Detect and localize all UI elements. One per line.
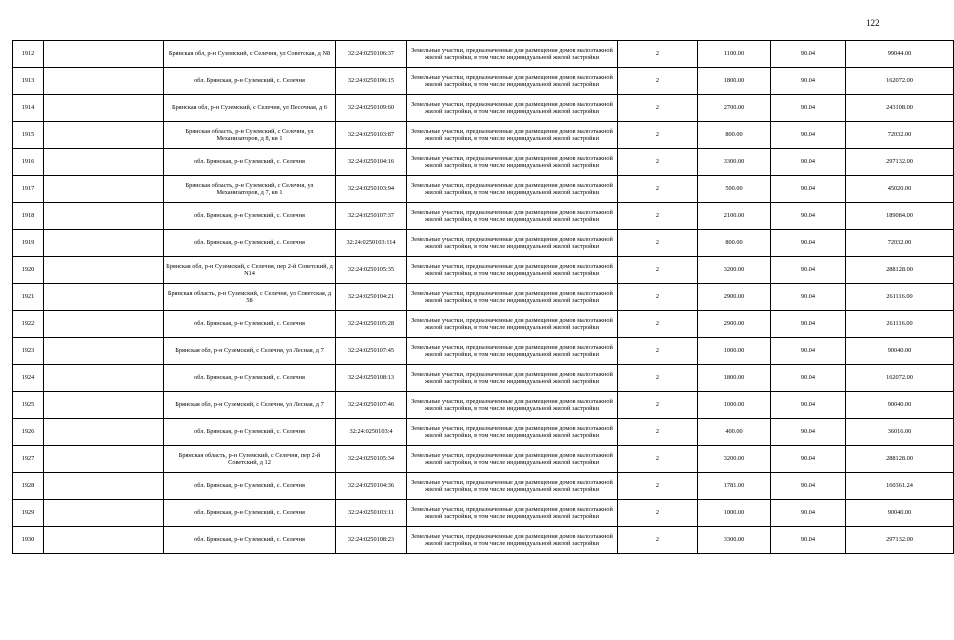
cadastral-value-cell: 160361.24 — [846, 473, 954, 500]
table-row — [13, 230, 954, 257]
address-cell: Брянская обл, р-н Суземский, с Селечня, ул Лесная, д 7 — [164, 392, 336, 419]
row-number: 1928 — [13, 473, 44, 500]
land-use-cell: Земельные участки, предназначенные для размещения домов малоэтажной жилой застройки, в том числе индивидуальной жилой застройки — [407, 149, 618, 176]
row-number: 1926 — [13, 419, 44, 446]
area-cell: 800.00 — [698, 230, 771, 257]
row-number: 1923 — [13, 338, 44, 365]
table-row — [13, 446, 954, 473]
area-cell: 2900.00 — [698, 284, 771, 311]
category-cell: 2 — [618, 230, 698, 257]
empty-cell — [44, 257, 164, 284]
area-cell: 1781.00 — [698, 473, 771, 500]
address-cell: Брянская область, р-н Суземский, с Селечня, ул Механизаторов, д 7, кв 1 — [164, 176, 336, 203]
cadastral-value-cell: 288128.00 — [846, 257, 954, 284]
category-cell: 2 — [618, 95, 698, 122]
row-number: 1925 — [13, 392, 44, 419]
area-cell: 1000.00 — [698, 338, 771, 365]
land-use-cell: Земельные участки, предназначенные для размещения домов малоэтажной жилой застройки, в том числе индивидуальной жилой застройки — [407, 311, 618, 338]
row-number: 1922 — [13, 311, 44, 338]
area-cell: 800.00 — [698, 122, 771, 149]
cadastral-number-cell: 32:24:0250103:87 — [336, 122, 407, 149]
rate-cell: 90.04 — [771, 473, 846, 500]
cadastral-value-cell: 90040.00 — [846, 500, 954, 527]
category-cell: 2 — [618, 527, 698, 554]
row-number: 1918 — [13, 203, 44, 230]
category-cell: 2 — [618, 311, 698, 338]
empty-cell — [44, 446, 164, 473]
row-number: 1930 — [13, 527, 44, 554]
address-cell: обл. Брянская, р-н Суземский, с. Селечня — [164, 500, 336, 527]
category-cell: 2 — [618, 122, 698, 149]
cadastral-value-cell: 162072.00 — [846, 68, 954, 95]
category-cell: 2 — [618, 284, 698, 311]
land-use-cell: Земельные участки, предназначенные для размещения домов малоэтажной жилой застройки, в том числе индивидуальной жилой застройки — [407, 338, 618, 365]
cadastral-number-cell: 32:24:0250108:13 — [336, 365, 407, 392]
category-cell: 2 — [618, 392, 698, 419]
cadastral-value-cell: 90040.00 — [846, 338, 954, 365]
cadastral-number-cell: 32:24:0250105:28 — [336, 311, 407, 338]
land-use-cell: Земельные участки, предназначенные для размещения домов малоэтажной жилой застройки, в том числе индивидуальной жилой застройки — [407, 230, 618, 257]
rate-cell: 90.04 — [771, 149, 846, 176]
rate-cell: 90.04 — [771, 500, 846, 527]
area-cell: 1000.00 — [698, 500, 771, 527]
cadastral-value-cell: 72032.00 — [846, 230, 954, 257]
empty-cell — [44, 500, 164, 527]
address-cell: обл. Брянская, р-н Суземский, с. Селечня — [164, 149, 336, 176]
area-cell: 3300.00 — [698, 527, 771, 554]
cadastral-value-cell: 189084.00 — [846, 203, 954, 230]
empty-cell — [44, 365, 164, 392]
rate-cell: 90.04 — [771, 68, 846, 95]
table-row — [13, 527, 954, 554]
cadastral-number-cell: 32:24:0250107:37 — [336, 203, 407, 230]
cadastral-number-cell: 32:24:0250105:34 — [336, 446, 407, 473]
category-cell: 2 — [618, 68, 698, 95]
address-cell: Брянская обл, р-н Суземский, с Селечня, ул Песочная, д 6 — [164, 95, 336, 122]
row-number: 1920 — [13, 257, 44, 284]
cadastral-value-cell: 297132.00 — [846, 527, 954, 554]
rate-cell: 90.04 — [771, 419, 846, 446]
row-number: 1924 — [13, 365, 44, 392]
table-row — [13, 257, 954, 284]
address-cell: Брянская обл, р-н Суземский, с Селечня, ул Советская, д N8 — [164, 41, 336, 68]
category-cell: 2 — [618, 41, 698, 68]
land-use-cell: Земельные участки, предназначенные для размещения домов малоэтажной жилой застройки, в том числе индивидуальной жилой застройки — [407, 473, 618, 500]
empty-cell — [44, 284, 164, 311]
cadastral-number-cell: 32:24:0250104:21 — [336, 284, 407, 311]
rate-cell: 90.04 — [771, 203, 846, 230]
category-cell: 2 — [618, 473, 698, 500]
category-cell: 2 — [618, 500, 698, 527]
empty-cell — [44, 41, 164, 68]
area-cell: 1800.00 — [698, 365, 771, 392]
address-cell: Брянская обл, р-н Суземский, с Селечня, пер 2-й Советский, д N14 — [164, 257, 336, 284]
table-row — [13, 203, 954, 230]
empty-cell — [44, 473, 164, 500]
category-cell: 2 — [618, 446, 698, 473]
address-cell: обл. Брянская, р-н Суземский, с. Селечня — [164, 473, 336, 500]
row-number: 1912 — [13, 41, 44, 68]
address-cell: обл. Брянская, р-н Суземский, с. Селечня — [164, 311, 336, 338]
address-cell: обл. Брянская, р-н Суземский, с. Селечня — [164, 203, 336, 230]
table-row — [13, 311, 954, 338]
address-cell: Брянская обл, р-н Суземский, с Селечня, ул Лесная, д 7 — [164, 338, 336, 365]
category-cell: 2 — [618, 365, 698, 392]
cadastral-number-cell: 32:24:0250107:46 — [336, 392, 407, 419]
land-use-cell: Земельные участки, предназначенные для размещения домов малоэтажной жилой застройки, в том числе индивидуальной жилой застройки — [407, 527, 618, 554]
address-cell: обл. Брянская, р-н Суземский, с. Селечня — [164, 230, 336, 257]
cadastral-number-cell: 32:24:0250103:11 — [336, 500, 407, 527]
land-use-cell: Земельные участки, предназначенные для размещения домов малоэтажной жилой застройки, в том числе индивидуальной жилой застройки — [407, 176, 618, 203]
land-use-cell: Земельные участки, предназначенные для размещения домов малоэтажной жилой застройки, в том числе индивидуальной жилой застройки — [407, 365, 618, 392]
cadastral-number-cell: 32:24:0250106:15 — [336, 68, 407, 95]
page-number: 122 — [866, 18, 880, 28]
rate-cell: 90.04 — [771, 257, 846, 284]
empty-cell — [44, 392, 164, 419]
land-use-cell: Земельные участки, предназначенные для размещения домов малоэтажной жилой застройки, в том числе индивидуальной жилой застройки — [407, 500, 618, 527]
cadastral-value-cell: 36016.00 — [846, 419, 954, 446]
empty-cell — [44, 230, 164, 257]
table-row — [13, 176, 954, 203]
rate-cell: 90.04 — [771, 41, 846, 68]
empty-cell — [44, 68, 164, 95]
cadastral-value-cell: 297132.00 — [846, 149, 954, 176]
land-use-cell: Земельные участки, предназначенные для размещения домов малоэтажной жилой застройки, в том числе индивидуальной жилой застройки — [407, 392, 618, 419]
address-cell: обл. Брянская, р-н Суземский, с. Селечня — [164, 419, 336, 446]
land-use-cell: Земельные участки, предназначенные для размещения домов малоэтажной жилой застройки, в том числе индивидуальной жилой застройки — [407, 68, 618, 95]
address-cell: Брянская область, р-н Суземский, с Селечня, ул Советская, д 58 — [164, 284, 336, 311]
table-row — [13, 95, 954, 122]
rate-cell: 90.04 — [771, 338, 846, 365]
cadastral-value-cell: 99044.00 — [846, 41, 954, 68]
cadastral-value-cell: 90040.00 — [846, 392, 954, 419]
row-number: 1917 — [13, 176, 44, 203]
cadastral-value-cell: 288128.00 — [846, 446, 954, 473]
cadastral-number-cell: 32:24:0250106:37 — [336, 41, 407, 68]
cadastral-number-cell: 32:24:0250108:23 — [336, 527, 407, 554]
land-use-cell: Земельные участки, предназначенные для размещения домов малоэтажной жилой застройки, в том числе индивидуальной жилой застройки — [407, 446, 618, 473]
table-row — [13, 149, 954, 176]
rate-cell: 90.04 — [771, 446, 846, 473]
empty-cell — [44, 176, 164, 203]
category-cell: 2 — [618, 203, 698, 230]
cadastral-value-cell: 243108.00 — [846, 95, 954, 122]
cadastral-value-cell: 261116.00 — [846, 284, 954, 311]
row-number: 1915 — [13, 122, 44, 149]
cadastral-number-cell: 32:24:0250103:94 — [336, 176, 407, 203]
area-cell: 3300.00 — [698, 149, 771, 176]
cadastral-number-cell: 32:24:0250109:60 — [336, 95, 407, 122]
area-cell: 2100.00 — [698, 203, 771, 230]
cadastral-value-cell: 162072.00 — [846, 365, 954, 392]
empty-cell — [44, 95, 164, 122]
area-cell: 1000.00 — [698, 392, 771, 419]
empty-cell — [44, 527, 164, 554]
area-cell: 2700.00 — [698, 95, 771, 122]
table-row — [13, 338, 954, 365]
address-cell: обл. Брянская, р-н Суземский, с. Селечня — [164, 527, 336, 554]
address-cell: Брянская область, р-н Суземский, с Селечня, ул Механизаторов, д 8, кв 1 — [164, 122, 336, 149]
table-row — [13, 284, 954, 311]
table-row — [13, 392, 954, 419]
area-cell: 500.00 — [698, 176, 771, 203]
empty-cell — [44, 419, 164, 446]
cadastral-number-cell: 32:24:0250104:36 — [336, 473, 407, 500]
cadastral-number-cell: 32:24:0250103:114 — [336, 230, 407, 257]
row-number: 1914 — [13, 95, 44, 122]
cadastral-number-cell: 32:24:0250105:35 — [336, 257, 407, 284]
row-number: 1927 — [13, 446, 44, 473]
land-use-cell: Земельные участки, предназначенные для размещения домов малоэтажной жилой застройки, в том числе индивидуальной жилой застройки — [407, 419, 618, 446]
land-use-cell: Земельные участки, предназначенные для размещения домов малоэтажной жилой застройки, в том числе индивидуальной жилой застройки — [407, 284, 618, 311]
area-cell: 1100.00 — [698, 41, 771, 68]
cadastral-number-cell: 32:24:0250103:4 — [336, 419, 407, 446]
rate-cell: 90.04 — [771, 392, 846, 419]
area-cell: 2900.00 — [698, 311, 771, 338]
table-row — [13, 500, 954, 527]
area-cell: 1800.00 — [698, 68, 771, 95]
rate-cell: 90.04 — [771, 230, 846, 257]
table-row — [13, 365, 954, 392]
area-cell: 3200.00 — [698, 257, 771, 284]
row-number: 1919 — [13, 230, 44, 257]
rate-cell: 90.04 — [771, 122, 846, 149]
empty-cell — [44, 122, 164, 149]
row-number: 1921 — [13, 284, 44, 311]
rate-cell: 90.04 — [771, 311, 846, 338]
land-use-cell: Земельные участки, предназначенные для размещения домов малоэтажной жилой застройки, в том числе индивидуальной жилой застройки — [407, 41, 618, 68]
rate-cell: 90.04 — [771, 527, 846, 554]
area-cell: 3200.00 — [698, 446, 771, 473]
cadastral-value-cell: 72032.00 — [846, 122, 954, 149]
table-body — [13, 41, 954, 554]
land-use-cell: Земельные участки, предназначенные для размещения домов малоэтажной жилой застройки, в том числе индивидуальной жилой застройки — [407, 95, 618, 122]
address-cell: Брянская область, р-н Суземский, с Селечня, пер 2-й Советский, д 12 — [164, 446, 336, 473]
land-use-cell: Земельные участки, предназначенные для размещения домов малоэтажной жилой застройки, в том числе индивидуальной жилой застройки — [407, 122, 618, 149]
empty-cell — [44, 203, 164, 230]
category-cell: 2 — [618, 176, 698, 203]
category-cell: 2 — [618, 257, 698, 284]
address-cell: обл. Брянская, р-н Суземский, с. Селечня — [164, 68, 336, 95]
empty-cell — [44, 311, 164, 338]
land-use-cell: Земельные участки, предназначенные для размещения домов малоэтажной жилой застройки, в том числе индивидуальной жилой застройки — [407, 203, 618, 230]
rate-cell: 90.04 — [771, 95, 846, 122]
row-number: 1916 — [13, 149, 44, 176]
table-row — [13, 122, 954, 149]
cadastral-value-cell: 261116.00 — [846, 311, 954, 338]
table-row — [13, 473, 954, 500]
row-number: 1929 — [13, 500, 44, 527]
area-cell: 400.00 — [698, 419, 771, 446]
table-row — [13, 68, 954, 95]
cadastral-number-cell: 32:24:0250104:16 — [336, 149, 407, 176]
cadastral-number-cell: 32:24:0250107:45 — [336, 338, 407, 365]
address-cell: обл. Брянская, р-н Суземский, с. Селечня — [164, 365, 336, 392]
category-cell: 2 — [618, 338, 698, 365]
category-cell: 2 — [618, 419, 698, 446]
rate-cell: 90.04 — [771, 365, 846, 392]
empty-cell — [44, 338, 164, 365]
empty-cell — [44, 149, 164, 176]
table-row — [13, 41, 954, 68]
table-row — [13, 419, 954, 446]
row-number: 1913 — [13, 68, 44, 95]
land-registry-table — [12, 40, 954, 554]
category-cell: 2 — [618, 149, 698, 176]
land-use-cell: Земельные участки, предназначенные для размещения домов малоэтажной жилой застройки, в том числе индивидуальной жилой застройки — [407, 257, 618, 284]
rate-cell: 90.04 — [771, 284, 846, 311]
cadastral-value-cell: 45020.00 — [846, 176, 954, 203]
rate-cell: 90.04 — [771, 176, 846, 203]
